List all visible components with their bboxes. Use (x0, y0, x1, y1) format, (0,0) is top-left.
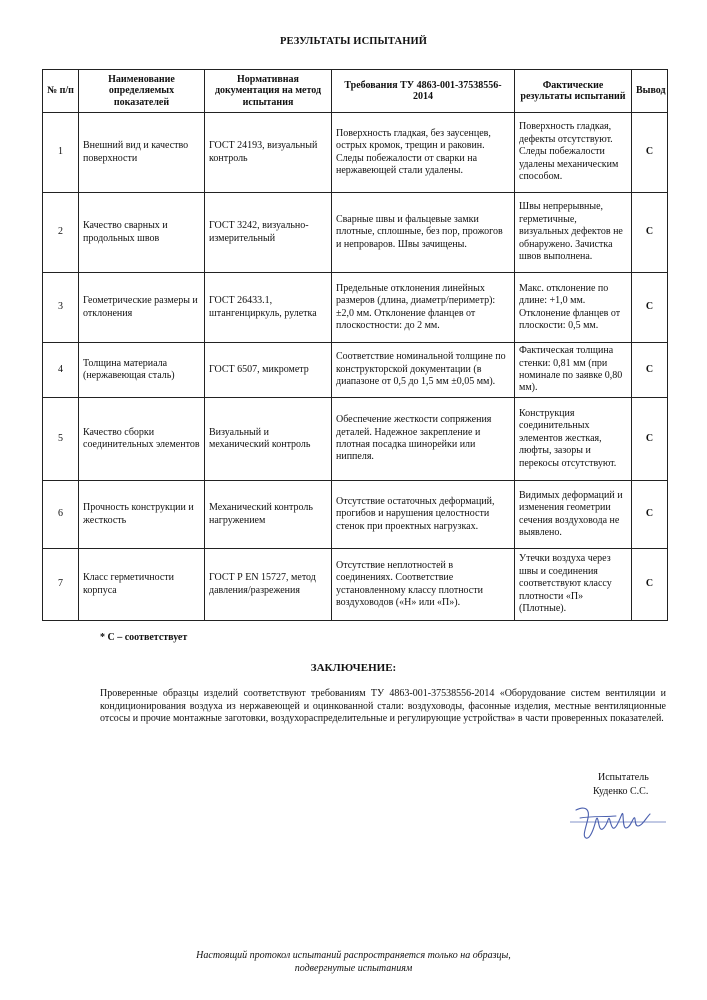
row-indicator: Внешний вид и качество поверхности (79, 113, 205, 193)
row-requirements: Отсутствие неплотностей в соединениях. Соответствие установленному классу плотности воздуховодов («Н» или «П»). (332, 549, 515, 621)
table-header-row (43, 70, 668, 113)
table-row (43, 113, 668, 193)
row-indicator: Толщина материала (нержавеющая сталь) (79, 343, 205, 398)
row-verdict: С (632, 113, 668, 193)
legend-note: * С – соответствует (100, 632, 188, 643)
header-actual-results: Фактические результаты испытаний (515, 70, 632, 113)
row-number: 2 (43, 193, 79, 273)
row-verdict: С (632, 481, 668, 549)
row-indicator: Геометрические размеры и отклонения (79, 273, 205, 343)
row-requirements: Сварные швы и фальцевые замки плотные, сплошные, без пор, прожогов и непроваров. Швы зачищены. (332, 193, 515, 273)
header-verdict: Вывод (632, 70, 668, 113)
row-normative-doc: Механический контроль нагружением (205, 481, 332, 549)
header-number: № п/п (43, 70, 79, 113)
row-requirements: Поверхность гладкая, без заусенцев, острых кромок, трещин и раковин. Следы побежалости от сварки на нержавеющей стали удалены. (332, 113, 515, 193)
table-row (43, 273, 668, 343)
handwritten-signature (568, 798, 668, 844)
header-requirements: Требования ТУ 4863-001-37538556-2014 (332, 70, 515, 113)
table-row (43, 549, 668, 621)
row-number: 6 (43, 481, 79, 549)
table-row (43, 481, 668, 549)
row-requirements: Отсутствие остаточных деформаций, прогибов и нарушения целостности стенок при проектных нагрузках. (332, 481, 515, 549)
row-requirements: Обеспечение жесткости сопряжения деталей. Надежное закрепление и плотная посадка шинорейки или ниппеля. (332, 398, 515, 481)
row-verdict: С (632, 273, 668, 343)
row-verdict: С (632, 343, 668, 398)
row-verdict: С (632, 193, 668, 273)
row-actual-results: Швы непрерывные, герметичные, визуальных дефектов не обнаружено. Зачистка швов выполнена. (515, 193, 632, 273)
row-requirements: Соответствие номинальной толщине по конструкторской документации (в диапазоне от 0,5 до 1,5 мм ±0,05 мм). (332, 343, 515, 398)
header-normative-doc: Нормативная документация на метод испытания (205, 70, 332, 113)
row-number: 3 (43, 273, 79, 343)
disclaimer-line: Настоящий протокол испытаний распространяется только на образцы, (196, 950, 511, 961)
row-verdict: С (632, 549, 668, 621)
row-normative-doc: ГОСТ 24193, визуальный контроль (205, 113, 332, 193)
results-table (42, 69, 668, 621)
row-normative-doc: Визуальный и механический контроль (205, 398, 332, 481)
row-indicator: Качество сварных и продольных швов (79, 193, 205, 273)
conclusion-title: ЗАКЛЮЧЕНИЕ: (310, 662, 397, 674)
row-actual-results: Поверхность гладкая, дефекты отсутствуют. Следы побежалости удалены механическим способом. (515, 113, 632, 193)
row-number: 7 (43, 549, 79, 621)
row-normative-doc: ГОСТ Р EN 15727, метод давления/разрежения (205, 549, 332, 621)
row-normative-doc: ГОСТ 26433.1, штангенциркуль, рулетка (205, 273, 332, 343)
row-indicator: Прочность конструкции и жесткость (79, 481, 205, 549)
row-number: 4 (43, 343, 79, 398)
disclaimer-line: подвергнутые испытаниям (294, 963, 413, 974)
signatory-role: Испытатель (598, 772, 649, 783)
signatory-name: Куденко С.С. (593, 786, 649, 797)
row-indicator: Качество сборки соединительных элементов (79, 398, 205, 481)
page-title: РЕЗУЛЬТАТЫ ИСПЫТАНИЙ (280, 36, 427, 47)
header-indicator: Наименование определяемых показателей (79, 70, 205, 113)
row-normative-doc: ГОСТ 3242, визуально-измерительный (205, 193, 332, 273)
row-normative-doc: ГОСТ 6507, микрометр (205, 343, 332, 398)
conclusion-text: Проверенные образцы изделий соответствуют требованиям ТУ 4863-001-37538556-2014 «Оборудование систем вентиляции и кондиционирования воздуха из нержавеющей и оцинкованной стали: воздуховоды, фасонные изделия, местные вентиляционные отсосы и прочие монтажные заготовки, воздухораспределительные и регулирующие устройства» в части проверенных показателей. (100, 688, 666, 725)
disclaimer (0, 949, 707, 975)
row-number: 5 (43, 398, 79, 481)
row-actual-results: Конструкция соединительных элементов жесткая, люфты, зазоры и перекосы отсутствуют. (515, 398, 632, 481)
row-actual-results: Фактическая толщина стенки: 0,81 мм (при номинале по заявке 0,80 мм). (515, 343, 632, 398)
table-row (43, 343, 668, 398)
row-actual-results: Видимых деформаций и изменения геометрии сечения воздуховода не выявлено. (515, 481, 632, 549)
row-verdict: С (632, 398, 668, 481)
row-actual-results: Утечки воздуха через швы и соединения соответствуют классу плотности «П» (Плотные). (515, 549, 632, 621)
table-row (43, 398, 668, 481)
row-indicator: Класс герметичности корпуса (79, 549, 205, 621)
table-row (43, 193, 668, 273)
row-number: 1 (43, 113, 79, 193)
row-requirements: Предельные отклонения линейных размеров (длина, диаметр/периметр): ±2,0 мм. Отклонение фланцев от плоскостности: до 2 мм. (332, 273, 515, 343)
row-actual-results: Макс. отклонение по длине: +1,0 мм. Отклонение фланцев от плоскости: 0,5 мм. (515, 273, 632, 343)
